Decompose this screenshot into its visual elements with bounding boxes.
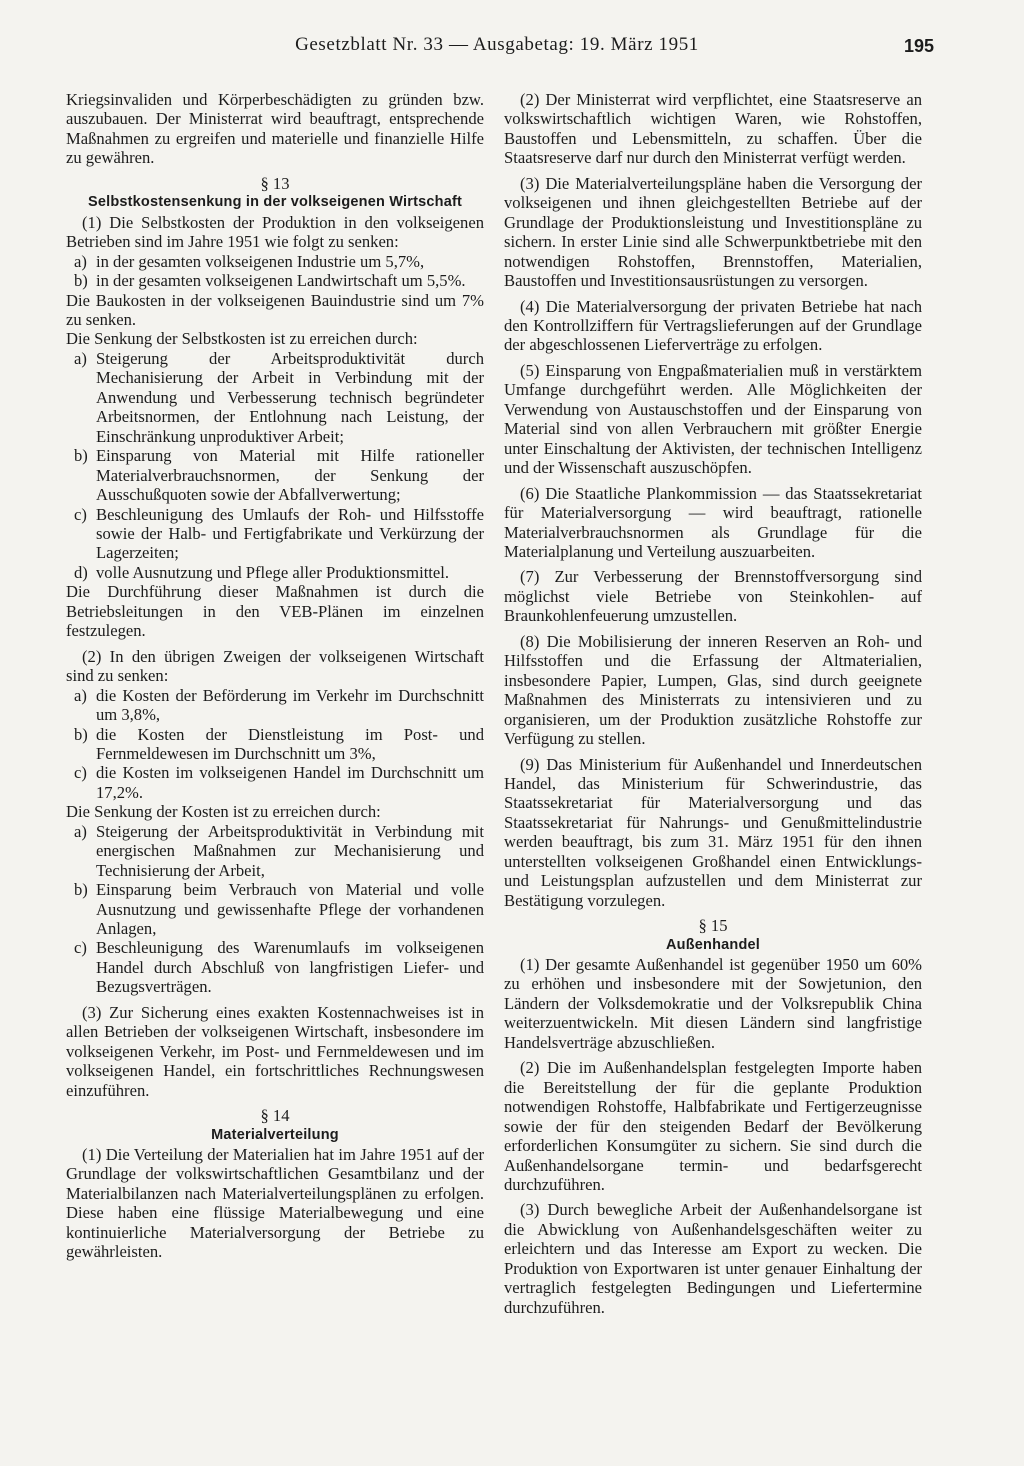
baukosten-paragraph: Die Baukosten in der volkseigenen Bauindustrie sind um 7% zu senken. (66, 290, 484, 329)
section-15-number: § 15 (698, 916, 728, 936)
section-14-paragraph-8: (8) Die Mobilisierung der inneren Reserven an Roh- und Hilfsstoffen und die Erfassung der Altmaterialien, insbesondere Papier, Lumpen, Glas, sind durch geeignete Maßnahmen des Ministerrats zu intensivieren und zu organisieren, um der Produktion zusätzliche Rohstoffe zur Verfügung zu stellen. (504, 631, 922, 749)
section-15-paragraph-3: (3) Durch bewegliche Arbeit der Außenhandelsorgane ist die Abwicklung von Außenhandelsgeschäften weiter zu erleichtern und das Interesse am Export zu wecken. Die Produktion von Exportwaren ist unter genauer Einhaltung der vertraglich festgelegten Bedingungen und Liefertermine durchzuführen. (504, 1200, 922, 1317)
list-text: die Kosten im volkseigenen Handel im Durchschnitt um 17,2%. (96, 763, 484, 802)
durchfuehrung-paragraph: Die Durchführung dieser Maßnahmen ist durch die Betriebsleitungen in den VEB-Plänen im einzelnen festzulegen. (66, 582, 484, 641)
list-item (66, 271, 484, 290)
page-number: 195 (903, 36, 934, 56)
list-marker: c) (74, 504, 87, 524)
list-text: Beschleunigung des Warenumlaufs im volkseigenen Handel durch Abschluß von langfristigen Liefer- und Bezugsverträgen. (96, 938, 484, 997)
list-item (66, 505, 484, 563)
list-text: volle Ausnutzung und Pflege aller Produktionsmittel. (96, 562, 450, 582)
list-text: in der gesamten volkseigenen Landwirtschaft um 5,5%. (96, 271, 466, 291)
section-13-number: § 13 (260, 173, 290, 193)
list-text: Beschleunigung des Umlaufs der Roh- und Hilfsstoffe sowie der Halb- und Fertigfabrikate und Verkürzung der Lagerzeiten; (96, 504, 484, 563)
list-item (66, 252, 484, 271)
list-marker: b) (74, 446, 88, 466)
list-item (66, 725, 484, 764)
list-text: Steigerung der Arbeitsproduktivität in Verbindung mit energischen Maßnahmen zur Mechanisierung und Technisierung der Arbeit, (96, 821, 484, 880)
list-text: die Kosten der Dienstleistung im Post- und Fernmeldewesen im Durchschnitt um 3%, (96, 724, 484, 763)
list-item (66, 880, 484, 938)
list-item (66, 563, 484, 582)
section-13-paragraph-2: (2) In den übrigen Zweigen der volkseigenen Wirtschaft sind zu senken: (66, 646, 484, 686)
list-item (66, 349, 484, 446)
list-text: Steigerung der Arbeitsproduktivität durch Mechanisierung der Arbeit in Verbindung mit der Anwendung und Verbesserung technisch begründeter Arbeitsnormen, der Entlohnung nach Leistung, der Einschränkung unproduktiver Arbeit; (96, 348, 484, 446)
section-14-paragraph-4: (4) Die Materialversorgung der privaten Betriebe hat nach den Kontrollziffern für Vertragslieferungen auf der Grundlage der abgeschlossenen Lieferverträge zu erfolgen. (504, 296, 922, 355)
section-15-paragraph-1: (1) Der gesamte Außenhandel ist gegenüber 1950 um 60% zu erhöhen und insbesondere mit der Sowjetunion, den Ländern der Volksdemokratie und der Volksrepublik China weiterzuentwickeln. Mit diesen Ländern sind langfristige Handelsverträge abzuschließen. (504, 955, 922, 1052)
list-marker: a) (74, 251, 87, 271)
list-marker: d) (74, 562, 88, 582)
list-text: Einsparung beim Verbrauch von Material und volle Ausnutzung und gewissenhafte Pflege der vorhandenen Anlagen, (96, 880, 484, 939)
section-14-paragraph-6: (6) Die Staatliche Plankommission — das Staatssekretariat für Materialversorgung — wird beauftragt, rationelle Materialverbrauchsnormen als Grundlage für die Materialplanung und Verteilung auszuarbeiten. (504, 483, 922, 561)
list-item (66, 938, 484, 996)
section-14-paragraph-3: (3) Die Materialverteilungspläne haben die Versorgung der volkseigenen und ihnen gleichgestellten Betriebe auf der Grundlage der Produktionsleistung und Investitionspläne zu sichern. In erster Linie sind alle Schwerpunktbetriebe mit den notwendigen Rohstoffen, Brennstoffen, Materialien, Baustoffen und Investitionsausrüstungen zu versorgen. (504, 173, 922, 291)
list-marker: b) (74, 271, 88, 291)
list-marker: b) (74, 880, 88, 900)
section-14-paragraph-2: (2) Der Ministerrat wird verpflichtet, eine Staatsreserve an volkswirtschaftlich wichtigen Waren, wie Rohstoffen, Baustoffen und Lebensmitteln, zu schaffen. Über die Staatsreserve darf nur durch den Ministerrat verfügt werden. (504, 90, 922, 168)
list-item (66, 763, 484, 802)
intro-paragraph: Kriegsinvaliden und Körperbeschädigten zu gründen bzw. auszubauen. Der Ministerrat wird beauftragt, entsprechende Maßnahmen zu ergreifen und materielle und finanzielle Hilfe zu gewähren. (66, 90, 484, 168)
section-14-heading: Materialverteilung (211, 1126, 339, 1143)
section-13-paragraph-3: (3) Zur Sicherung eines exakten Kostennachweises ist in allen Betrieben der volkseigenen Wirtschaft, insbesondere im volkseigenen Verkehr, im Post- und Fernmeldewesen und im volkseigenen Handel, ein fortschrittliches Rechnungswesen einzuführen. (66, 1002, 484, 1100)
list-marker: c) (74, 763, 87, 783)
list-text: Einsparung von Material mit Hilfe rationeller Materialverbrauchsnormen, der Senkung der Ausschußquoten sowie der Abfallverwertung; (96, 446, 484, 505)
section-14-paragraph-5: (5) Einsparung von Engpaßmaterialien muß in verstärktem Umfange durchgeführt werden. Alle Möglichkeiten der Verwendung von Austauschstoffen und der Einsparung von Material sind von allen Verbrauchern mit größter Energie unter Einschaltung der Aktivisten, der technischen Intelligenz und der Wissenschaft auszuschöpfen. (504, 360, 922, 478)
senkung-intro: Die Senkung der Selbstkosten ist zu erreichen durch: (66, 329, 418, 349)
section-13-paragraph-1: (1) Die Selbstkosten der Produktion in den volkseigenen Betrieben sind im Jahre 1951 wie folgt zu senken: (66, 212, 484, 252)
list-item (66, 446, 484, 504)
list-item (66, 822, 484, 880)
page-header (70, 34, 934, 56)
section-14-paragraph-1: (1) Die Verteilung der Materialien hat im Jahre 1951 auf der Grundlage der volkswirtschaftlichen Gesamtbilanz und der Materialbilanzen nach Materialverteilungsplänen zu erfolgen. Diese haben eine flüssige Materialbewegung und eine kontinuierliche Materialversorgung der Betriebe zu gewährleisten. (66, 1145, 484, 1262)
section-14-number: § 14 (260, 1106, 290, 1126)
section-14-paragraph-7: (7) Zur Verbesserung der Brennstoffversorgung sind möglichst viele Betriebe von Steinkohlen- auf Braunkohlenfeuerung umzustellen. (504, 567, 922, 626)
section-13-heading: Selbstkostensenkung in der volkseigenen Wirtschaft (87, 194, 463, 211)
list-marker: b) (74, 724, 88, 744)
list-text: in der gesamten volkseigenen Industrie um 5,7%, (96, 251, 425, 271)
left-column (66, 90, 484, 1262)
list-marker: a) (74, 685, 87, 705)
right-column (504, 90, 922, 1317)
header-title: Gesetzblatt Nr. 33 — Ausgabetag: 19. März 1951 (295, 34, 699, 55)
list-marker: a) (74, 348, 87, 368)
list-item (66, 686, 484, 725)
list-marker: c) (74, 938, 87, 958)
section-15-paragraph-2: (2) Die im Außenhandelsplan festgelegten Importe haben die Bereitstellung der für die geplante Produktion notwendigen Rohstoffe, Halbfabrikate und Fertigerzeugnisse sowie der für den steigenden Bedarf der Bevölkerung erforderlichen Konsumgüter zu sichern. Sie sind durch die Außenhandelsorgane termin- und bedarfsgerecht durchzuführen. (504, 1058, 922, 1195)
list-text: die Kosten der Beförderung im Verkehr im Durchschnitt um 3,8%, (96, 685, 484, 725)
kosten-intro: Die Senkung der Kosten ist zu erreichen durch: (66, 802, 381, 822)
list-marker: a) (74, 821, 87, 841)
section-14-paragraph-9: (9) Das Ministerium für Außenhandel und Innerdeutschen Handel, das Ministerium für Schwerindustrie, das Staatssekretariat für Materialversorgung und das Staatssekretariat für Nahrungs- und Genußmittelindustrie werden beauftragt, bis zum 31. März 1951 für den ihnen unterstellten volkseigenen Großhandel einen Entwicklungs- und Leistungsplan aufzustellen und dem Ministerrat zur Bestätigung vorzulegen. (504, 754, 922, 910)
section-15-heading: Außenhandel (665, 936, 761, 953)
